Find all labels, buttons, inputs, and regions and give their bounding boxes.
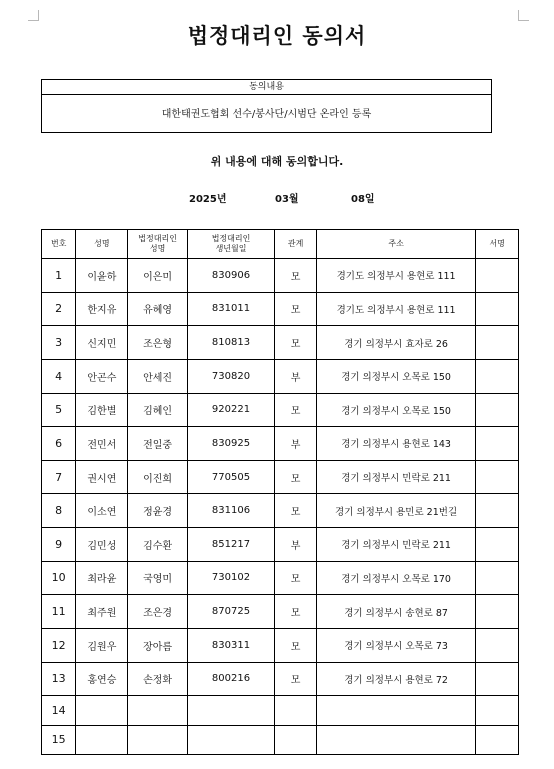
table-row (42, 662, 519, 696)
address: 경기 의정부시 민락로 211 (316, 460, 475, 494)
guardian-dob (187, 725, 274, 754)
date-year: 2025년 (189, 194, 227, 205)
row-number: 13 (42, 662, 76, 696)
student-name: 김민성 (76, 528, 128, 562)
table-row (42, 427, 519, 461)
guardian-dob: 730820 (187, 359, 274, 393)
address (316, 696, 475, 725)
table-row (42, 561, 519, 595)
document-title: 법정대리인 동의서 (187, 24, 367, 48)
header-name: 성명 (76, 230, 128, 259)
date-day: 08일 (351, 194, 375, 205)
date-month: 03월 (275, 194, 299, 205)
header-signature: 서명 (476, 230, 519, 259)
consent-text: 대한태권도협회 선수/봉사단/시범단 온라인 등록 (161, 109, 372, 120)
table-row (42, 359, 519, 393)
guardian-dob: 830906 (187, 259, 274, 293)
guardian-name: 정윤경 (128, 494, 187, 528)
guardian-name: 안세진 (128, 359, 187, 393)
relation: 모 (275, 662, 317, 696)
address: 경기 의정부시 용현로 72 (316, 662, 475, 696)
guardian-dob: 851217 (187, 528, 274, 562)
table-row (42, 628, 519, 662)
row-number: 10 (42, 561, 76, 595)
address: 경기 의정부시 오목로 73 (316, 628, 475, 662)
row-number: 8 (42, 494, 76, 528)
row-number: 12 (42, 628, 76, 662)
consent-box (41, 79, 492, 133)
guardian-name: 이은미 (128, 259, 187, 293)
guardian-name: 김수환 (128, 528, 187, 562)
row-number: 3 (42, 326, 76, 360)
row-number: 9 (42, 528, 76, 562)
consent-roster-table (41, 229, 519, 755)
row-number: 4 (42, 359, 76, 393)
table-row (42, 460, 519, 494)
signature-cell (476, 561, 519, 595)
relation: 모 (275, 494, 317, 528)
guardian-dob: 830925 (187, 427, 274, 461)
relation: 모 (275, 561, 317, 595)
row-number: 6 (42, 427, 76, 461)
table-row (42, 696, 519, 725)
relation: 부 (275, 528, 317, 562)
row-number: 2 (42, 292, 76, 326)
signature-cell (476, 292, 519, 326)
guardian-name: 김혜인 (128, 393, 187, 427)
relation (275, 725, 317, 754)
address: 경기 의정부시 오목로 150 (316, 393, 475, 427)
student-name: 한지유 (76, 292, 128, 326)
signature-cell (476, 662, 519, 696)
guardian-name: 조은형 (128, 326, 187, 360)
student-name (76, 725, 128, 754)
relation: 부 (275, 427, 317, 461)
table-row (42, 494, 519, 528)
signature-cell (476, 696, 519, 725)
signature-cell (476, 494, 519, 528)
student-name: 홍연승 (76, 662, 128, 696)
table-row (42, 393, 519, 427)
address: 경기 의정부시 송현로 87 (316, 595, 475, 629)
student-name: 이소연 (76, 494, 128, 528)
guardian-dob: 870725 (187, 595, 274, 629)
relation: 모 (275, 292, 317, 326)
relation: 모 (275, 628, 317, 662)
signature-cell (476, 595, 519, 629)
student-name: 최라윤 (76, 561, 128, 595)
student-name (76, 696, 128, 725)
consent-heading: 동의내용 (42, 80, 491, 95)
student-name: 김한별 (76, 393, 128, 427)
signature-cell (476, 427, 519, 461)
address (316, 725, 475, 754)
table-row (42, 259, 519, 293)
address: 경기 의정부시 효자로 26 (316, 326, 475, 360)
header-guardian-dob: 법정대리인 생년월일 (187, 230, 274, 259)
table-header-row (42, 230, 519, 259)
student-name: 안곤수 (76, 359, 128, 393)
agree-statement: 위 내용에 대해 동의합니다. (210, 155, 344, 168)
signature-cell (476, 725, 519, 754)
guardian-dob: 830311 (187, 628, 274, 662)
table-row (42, 292, 519, 326)
relation: 모 (275, 595, 317, 629)
student-name: 전민서 (76, 427, 128, 461)
address: 경기 의정부시 민락로 211 (316, 528, 475, 562)
row-number: 11 (42, 595, 76, 629)
guardian-name: 조은경 (128, 595, 187, 629)
address: 경기도 의정부시 용현로 111 (316, 292, 475, 326)
guardian-dob: 810813 (187, 326, 274, 360)
guardian-name: 장아름 (128, 628, 187, 662)
table-row (42, 528, 519, 562)
row-number: 14 (42, 696, 76, 725)
guardian-name: 손정화 (128, 662, 187, 696)
relation (275, 696, 317, 725)
guardian-dob (187, 696, 274, 725)
guardian-dob: 770505 (187, 460, 274, 494)
guardian-name: 국영미 (128, 561, 187, 595)
address: 경기도 의정부시 용현로 111 (316, 259, 475, 293)
row-number: 5 (42, 393, 76, 427)
signature-cell (476, 628, 519, 662)
student-name: 김원우 (76, 628, 128, 662)
row-number: 15 (42, 725, 76, 754)
signature-cell (476, 528, 519, 562)
signature-cell (476, 393, 519, 427)
guardian-name: 이진희 (128, 460, 187, 494)
guardian-dob: 730102 (187, 561, 274, 595)
table-row (42, 595, 519, 629)
relation: 모 (275, 259, 317, 293)
table-row (42, 326, 519, 360)
relation: 모 (275, 393, 317, 427)
guardian-dob: 920221 (187, 393, 274, 427)
guardian-dob: 831106 (187, 494, 274, 528)
student-name: 이윤하 (76, 259, 128, 293)
address: 경기 의정부시 용민로 21번길 (316, 494, 475, 528)
address: 경기 의정부시 오목로 170 (316, 561, 475, 595)
student-name: 신지민 (76, 326, 128, 360)
header-guardian-name: 법정대리인 성명 (128, 230, 187, 259)
student-name: 권시연 (76, 460, 128, 494)
guardian-name: 전일중 (128, 427, 187, 461)
row-number: 7 (42, 460, 76, 494)
header-relation: 관계 (275, 230, 317, 259)
guardian-name (128, 725, 187, 754)
signature-cell (476, 259, 519, 293)
signature-cell (476, 326, 519, 360)
signature-cell (476, 359, 519, 393)
header-address: 주소 (316, 230, 475, 259)
relation: 부 (275, 359, 317, 393)
guardian-name: 유혜영 (128, 292, 187, 326)
guardian-dob: 800216 (187, 662, 274, 696)
guardian-dob: 831011 (187, 292, 274, 326)
row-number: 1 (42, 259, 76, 293)
address: 경기 의정부시 용현로 143 (316, 427, 475, 461)
table-row (42, 725, 519, 754)
relation: 모 (275, 326, 317, 360)
signature-cell (476, 460, 519, 494)
student-name: 최주원 (76, 595, 128, 629)
header-number: 번호 (42, 230, 76, 259)
relation: 모 (275, 460, 317, 494)
guardian-name (128, 696, 187, 725)
address: 경기 의정부시 오목로 150 (316, 359, 475, 393)
